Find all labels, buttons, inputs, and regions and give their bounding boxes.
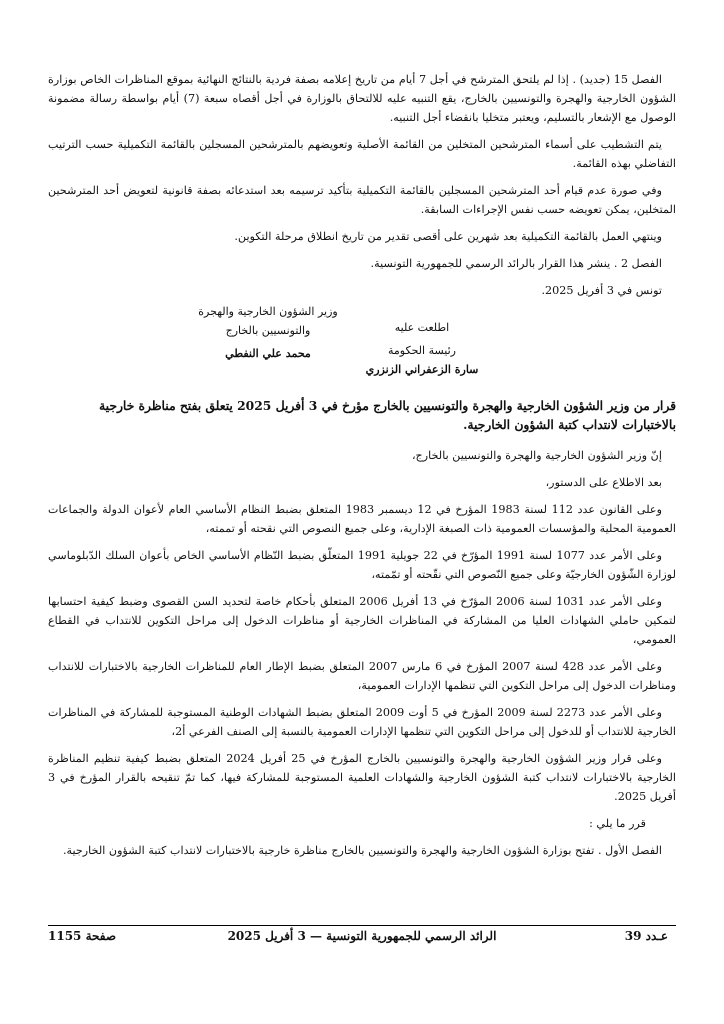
constitution-reference: بعد الاطلاع على الدستور،: [545, 476, 662, 489]
article-15-paragraph: الفصل 15 (جديد) . إذا لم يلتحق المترشح في أجل 7 أيام من تاريخ إعلامه بصفة فردية بالنتائج النهائية بموقع المناظرات الخاص بوزارة الشؤون الخارجية والهجرة والتونسيين بالخارج، يقع التنبيه عليه للالتحاق بالوزارة في أجل أقصاه سبعة (7) أيام بواسطة رسالة مضمونة الوصول مع الإشعار بالتسليم، ويعتبر متخليا بانقضاء أجل التنبيه.: [48, 73, 676, 124]
journal-title: الرائد الرسمي للجمهورية التونسية — 3 أفريل 2025: [227, 929, 497, 943]
order-2009-reference: وعلى الأمر عدد 2273 لسنة 2009 المؤرخ في 5 أوت 2009 المتعلق بضبط الشهادات الوطنية المستوجبة للمشاركة في المناظرات الخارجية للانتداب أو للدخول إلى مراحل التكوين التي تنظمها الإدارات العمومية بالنسبة إلى الصنف الفرعي أ2،: [48, 706, 676, 738]
page-footer: [48, 929, 676, 949]
decree-intro: إنّ وزير الشؤون الخارجية والهجرة والتونسيين بالخارج،: [411, 449, 662, 462]
list-expiry-paragraph: وينتهي العمل بالقائمة التكميلية بعد شهرين على أقصى تقدير من تاريخ انطلاق مرحلة التكوين.: [234, 230, 662, 243]
page-number: صفحة 1155: [48, 929, 117, 943]
order-2007-reference: وعلى الأمر عدد 428 لسنة 2007 المؤرخ في 6 مارس 2007 المتعلق بضبط الإطار العام للمناظرات الخارجية بالاختبارات للانتداب ومناظرات الدخول إلى مراحل التكوين التي تنظمها الإدارات العمومية،: [48, 660, 676, 692]
minister-name: محمد علي النفطي: [225, 347, 311, 360]
signatures-block: [48, 302, 676, 384]
replacement-case-paragraph: وفي صورة عدم قيام أحد المترشحين المسجلين بالقائمة التكميلية بتأكيد ترسيمه بعد استدعائه بصفة قانونية لتعويض أحد المترشحين المتخلين، يمكن تعويضه حسب نفس الإجراءات السابقة.: [48, 184, 676, 216]
order-1991-reference: وعلى الأمر عدد 1077 لسنة 1991 المؤرّخ في 22 جويلية 1991 المتعلّق بضبط النّظام الأساسي الخاص بأعوان السلك الدّبلوماسي لوزارة الشّؤون الخارجيّة وعلى جميع النّصوص التي نقّحته أو تمّمته،: [48, 549, 676, 581]
article-1-paragraph: الفصل الأول . تفتح بوزارة الشؤون الخارجية والهجرة والتونسيين بالخارج مناظرة خارجية بالاختبارات لانتداب كتبة الشؤون الخارجية.: [62, 844, 662, 857]
issue-number: عـدد 39: [624, 929, 668, 943]
minister-title-line-1: وزير الشؤون الخارجية والهجرة: [198, 305, 338, 318]
order-2006-reference: وعلى الأمر عدد 1031 لسنة 2006 المؤرّخ في 13 أفريل 2006 المتعلق بأحكام خاصة لتحديد السن القصوى وضبط كيفية احتسابها لتمكين حاملي الشهادات العليا من المشاركة في المناظرات الخارجية أو مناظرات الدخول إلى مراحل التكوين للانتداب في القطاع العمومي،: [48, 595, 676, 646]
footer-divider: [48, 925, 676, 926]
prime-minister-title: رئيسة الحكومة: [388, 344, 456, 357]
minister-signature: [198, 302, 338, 363]
prime-minister-signature: [362, 318, 482, 379]
prime-minister-name: سارة الزعفراني الزنزري: [365, 363, 479, 376]
document-body: [48, 70, 676, 860]
law-1983-reference: وعلى القانون عدد 112 لسنة 1983 المؤرخ في 12 ديسمبر 1983 المتعلق بضبط النظام الأساسي العام لأعوان الدولة والجماعات العمومية المحلية والمؤسسات العمومية ذات الصبغة الإدارية، وعلى جميع النصوص التي نقحته أو تممته،: [48, 503, 676, 535]
seen-label: اطلعت عليه: [394, 321, 450, 334]
list-replacement-paragraph: يتم التشطيب على أسماء المترشحين المتخلين من القائمة الأصلية وتعويضهم بالمترشحين المسجلين بالقائمة التكميلية حسب الترتيب التفاضلي بهذه القائمة.: [48, 138, 676, 170]
decree-title: قرار من وزير الشؤون الخارجية والهجرة والتونسيين بالخارج مؤرخ في 3 أفريل 2025 يتعلق بفتح مناظرة خارجية بالاختبارات لانتداب كتبة الشؤون الخارجية.: [99, 398, 676, 432]
article-2-paragraph: الفصل 2 . ينشر هذا القرار بالرائد الرسمي للجمهورية التونسية.: [370, 257, 662, 270]
signing-date: تونس في 3 أفريل 2025.: [541, 284, 662, 297]
decision-2024-reference: وعلى قرار وزير الشؤون الخارجية والهجرة والتونسيين بالخارج المؤرخ في 25 أفريل 2024 المتعلق بضبط كيفية تنظيم المناظرة الخارجية بالاختبارات لانتداب كتبة الشؤون الخارجية والشهادات العلمية المستوجبة للمشاركة فيها، كما تمّ تنقيحه بالقرار المؤرخ في 3 أفريل 2025.: [48, 752, 676, 803]
minister-title-line-2: والتونسيين بالخارج: [225, 324, 311, 337]
decides-heading: قرر ما يلي :: [589, 817, 646, 830]
